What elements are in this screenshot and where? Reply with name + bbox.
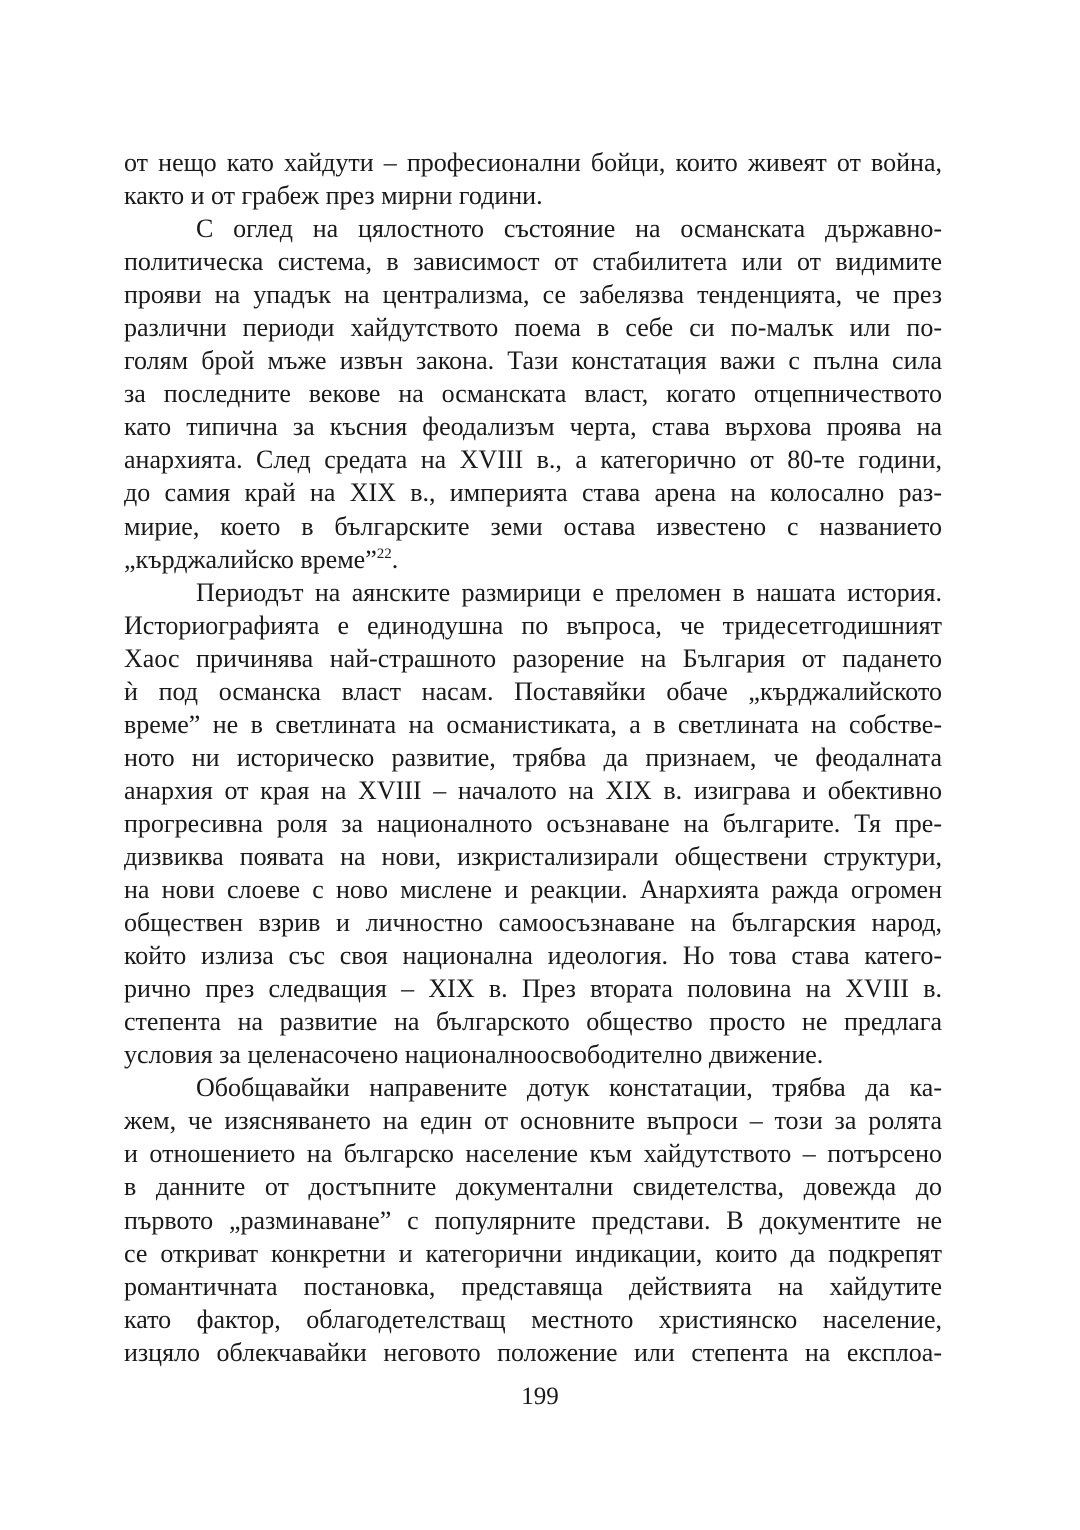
text-line: до самия край на XIX в., империята става арена на колосално раз- [124, 478, 942, 508]
text-line: ѝ под османска власт насам. Поставяйки обаче „кърджалийското [124, 676, 942, 706]
text-line: мирие, което в българските земи остава известено с названието [124, 511, 942, 541]
text-line: условия за целенасочено националноосвободително движение. [124, 1040, 824, 1070]
text-line: за последните векове на османската власт, когато отцепничеството [124, 379, 942, 409]
text-line: степента на развитие на българското общество просто не предлага [124, 1007, 942, 1037]
text-line: анархията. След средата на XVIII в., а категорично от 80-те години, [124, 445, 942, 475]
text-line: изцяло облекчавайки неговото положение или степента на експлоа- [124, 1337, 942, 1367]
text-line: прогресивна роля за националното осъзнаване на българите. Тя пре- [124, 808, 942, 838]
text-line: дизвиква появата на нови, изкристализирали обществени структури, [124, 841, 942, 871]
text-line: като фактор, облагодетелстващ местното християнско население, [124, 1304, 942, 1334]
text-line: различни периоди хайдутството поема в себе си по-малък или по- [124, 313, 942, 343]
text-line: ното ни историческо развитие, трябва да признаем, че феодалната [124, 742, 942, 772]
text-line: и отношението на българско население към хайдутството – потърсено [124, 1139, 942, 1169]
sentence-period: . [391, 544, 399, 574]
text-line: в данните от достъпните документални свидетелства, довежда до [124, 1172, 942, 1202]
text-line: голям брой мъже извън закона. Тази констатация важи с пълна сила [124, 346, 942, 376]
text-line: С оглед на цялостното състояние на османската държавно- [196, 214, 942, 244]
text-line: на нови слоеве с ново мислене и реакции. Анархията ражда огромен [124, 875, 942, 905]
text-line: първото „разминаване” с популярните представи. В документите не [124, 1205, 942, 1235]
text-line: жем, че изясняването на един от основните въпроси – този за ролята [124, 1106, 942, 1136]
text-line: обществен взрив и личностно самоосъзнаване на българския народ, [124, 908, 942, 938]
body-text [124, 146, 942, 1369]
text-line: Периодът на аянските размирици е преломен в нашата история. [196, 577, 942, 607]
text-line: романтичната постановка, представяща действията на хайдутите [124, 1271, 942, 1301]
text-line: анархия от края на XVIII – началото на XIX в. изиграва и обективно [124, 775, 942, 805]
text-line: прояви на упадък на централизма, се забелязва тенденцията, че през [124, 280, 942, 310]
text-line: който излиза със своя национална идеология. Но това става катего- [124, 941, 942, 971]
text-line: време” не в светлината на османистиката, а в светлината на собстве- [124, 709, 942, 739]
text-line: политическа система, в зависимост от стабилитета или от видимите [124, 247, 942, 277]
text-line: рично през следващия – XIX в. През втората половина на XVIII в. [124, 974, 942, 1004]
text-line: от нещо като хайдути – професионални бойци, които живеят от война, [124, 148, 942, 177]
page-number: 199 [521, 1383, 559, 1410]
footnote-reference[interactable]: 22 [376, 545, 392, 562]
text-line: Историографията е единодушна по въпроса, че тридесетгодишният [124, 610, 942, 640]
text-line: Хаос причинява най-страшното разорение на България от падането [124, 643, 942, 673]
text-line: като типична за късния феодализъм черта, става върхова проява на [124, 412, 942, 442]
text-line: се откриват конкретни и категорични индикации, които да подкрепят [124, 1238, 942, 1268]
text-line-with-footnote [124, 543, 942, 576]
text-line: Обобщавайки направените дотук констатации, трябва да ка- [196, 1073, 942, 1103]
text-line-content: „кърджалийско време” [124, 544, 377, 574]
text-line: както и от грабеж през мирни години. [124, 181, 543, 211]
